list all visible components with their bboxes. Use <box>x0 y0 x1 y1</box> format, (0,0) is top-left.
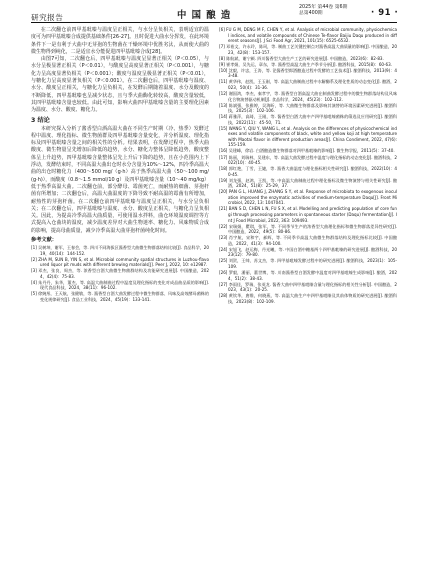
conclusion-paragraph: 本研究探入分析了酱香型白酒高温大曲在不同生产时期（冷、热季）发酵过程中温度、理化指标、微生物菌群及四甲基吡嗪含量变化，并分析温度、理化指标及四甲基吡嗪含量之间的相关性的分析。结果表明，在发酵过程中，热季大曲酸度、微生物量呈先增加后降低的趋势，水分、糖化力整体呈降低趋势，酸度整体呈上升趋势，四甲基吡嗪含量整体呈先上升后下降的趋势，且在小范围内上下浮动，发酵结束时，不同高温大曲出仓时水分含量为10%～12%，四冷季高温大曲的出仓时糖化力（400～500 mg/（g·h）高于热季高温大曲（50～100 mg/(g·h)），而酸度（0.8～1.5 mmol/10 g）及四甲基吡嗪含量（10～40 mg/kg）低于热季高温大曲。二次翻仓前，部分酵母、霉菌死亡，而耐热的细菌、芽孢杆菌有所增加；二次翻仓后，高温大曲温度的下降导致不耐高温的霉菌有所增加，耐热性的芽孢杆菌。在二次翻仓前四甲基吡嗪与温度呈正相关，与水分呈负相关；在二次翻仓后，四甲基吡嗪与温度、水分、酸度呈正相关，与糖化力呈负相关。因此，为提高冷季高温大曲质量，可使用温水拌料，曲仓环境温度调控等方式提高入仓曲块的温度，减少温度差异对大曲生物迷率、糖化力、风味物质合成的影响，提高母曲质量，减少冷季高温大曲芽孢杆菌纯化时间。 <box>31 125 209 234</box>
issue-info <box>299 5 347 17</box>
reference-item: [17] 陈丽，刘瑞林，吴建东，等. 高温大曲发酵过程中温度与理化指标的动态变化[J]. 酿酒科技，2022(10)：40-45. <box>219 154 397 166</box>
reference-item: [22] 宋瑞娟，瞿琪，张军，等. 不同季节生产的浓香型大曲理化指标和微生物群落差异性研究[J]. 中国酿造，2022，49(5)：80-86. <box>219 223 397 235</box>
reference-item: [27] 李雨佳，罗瑞，张英龙. 酱香大曲中四甲基吡嗪含量与理化指标的相关性分析[J]. 中国酿造，2023，43(1)：20-25. <box>219 281 397 293</box>
reference-item: [25] 刘贺，王帅，苏文杰，等. 四甲基吡嗪发酵过程中的研究进展[J]. 酿酒科技，2023(1)：105-109. <box>219 258 397 269</box>
reference-item: [26] 罗毅，潘丽，董世博，等. 川南酱香型白酒发酵中温度对四甲基吡嗪生成影响[J]. 酿酒，2024，51(2)：38-43. <box>219 269 397 281</box>
references-list-right <box>219 27 397 304</box>
reference-item: [2] ZHA M, SUN B, YIN S, et al. Microbial community spatial structures in Luzhou-flavoured liquor pit muds with different brewing materials[J]. Peer J, 2022, 10: e12987. <box>31 256 209 268</box>
header-divider <box>31 22 397 23</box>
reference-item: [23] 肖宇航，宋和宇，郝辉，等. 不同季节高温大曲微生物群落结构及理化指标比较[J]. 中国酿造，2022，41(3)：94-100. <box>219 235 397 246</box>
reference-item: [9] 崔孝娟，吴先运，章东，等. 酱香型高温大曲生产季节分析[J]. 酿酒科技，2015(8)：60-63. <box>219 61 393 67</box>
references-heading: 参考文献： <box>31 237 57 244</box>
reference-item: [11] 黄华伟，赵凯，王玉刚，等. 高温大曲制曲过程中水解酶系及理化性质的动态变化[J]. 酿酒，2023，50(4)：31-36. <box>219 79 397 90</box>
journal-name: 中 国 酿 造 <box>177 10 232 21</box>
issue-total: 总第400期 <box>299 11 323 17</box>
section-heading-conclusion: 3 结论 <box>31 116 50 124</box>
reference-item: [19] 刘龙强，赵鸿，王凯，等. 中高温大曲制曲过程中理化指标及微生物演替与相关性研究[J]. 酿酒，2024，51(8)：25-29，37. <box>219 177 397 189</box>
reference-item: [8] 陈航斌，谢宁颜. 四川酱香型大曲生产工艺的研究进展[J]. 中国酿造，2023(6)：82-83. <box>219 55 384 61</box>
reference-item: [10] 沈毅，许忠，王涛，等. 论酱香型郎酒酿造过程中发酵的工艺技术[J]. 酿酒科技，2013(9)：43-48. <box>219 67 397 79</box>
issue-volume: 2025年 第44卷 第6期 <box>299 5 348 10</box>
section-label: 研究报告 <box>31 13 64 22</box>
reference-item: [21] BAN S D, CHEN L N, FU S X, et al. Modelling and predicting population of core fungi through processing parameters in spontaneous starter (Daqu) fermentation[J]. Int J Food Microbiol, 2022, 363: 109493. <box>219 206 397 223</box>
body-paragraph-2: 由图7可知，二次翻仓后，四甲基吡嗪与温度呈显著正相关（P＜0.05），与水分呈极显著正相关（P＜0.01），与酸度呈高度显著正相关（P＜0.001），与糖化力呈高度显著负相关（P＜0.001）；酸度与温度呈极显著正相关（P＜0.01），与糖化力呈高度显著负相关（P＜0.001）。在二次翻仓后，四甲基吡嗪与温度、水分、酸度呈正相关，与糖化力呈负相关，在发酵后期随着温度、水分及酸度的不断降低，四甲基吡嗪也呈减少状态，且与季大曲酶化转较高，酸度含量较低，其四甲基吡嗪含量也较低。由此可知，影响大曲四甲基吡嗪含量的主要理化因素为温度、水分、酸度、糖化力。 <box>31 56 209 114</box>
reference-item: [1] 吴树坤，谢军，王春会，等. 四川不同海拔区酱香型大曲微生物群落结构比较[J]. 食品科学，2019，40(14)：144-152. <box>31 245 209 256</box>
left-column <box>31 27 209 303</box>
right-column <box>219 27 397 305</box>
reference-item: [15] WANG Y, QIU Y, WANG L, et al. Analysis on the differences of physicochemical indexes and volatile components of black, white and yellow koji at high temperature with Maotai flavor in different production areas[J]. China Condiment, 2022, 47(6): 155-159. <box>219 125 397 148</box>
references-list-left <box>31 245 209 302</box>
reference-item: [28] 黄钦华，唐维，何晓燕，等. 高温大曲生产中四甲基吡嗪及其前体物质的研究进展[J]. 酿酒科技，2023(8)：102-109. <box>219 293 397 304</box>
reference-item: [18] 郭红艳，丁雪，王婕，等. 酱香大曲温度与理化指标相关性研究[J]. 酿酒科技，2022(10)：40-45. <box>219 166 397 177</box>
reference-item: [7] 邓裕文，许永玲，陈珂，等. 制曲工艺关键控制点对酱香高温大曲质量的影响[J]. 中国酿造，2023，42(8)：153-157. <box>219 44 397 55</box>
reference-item: [24] 宋旭飞，赵运梅，丹光曦，等. 中国白酒中糖基两个四甲基吡嗪的研究进展[J]. 酿酒科技，2023(12)：79-80. <box>219 246 397 258</box>
reference-item: [3] 邓杰，张良，周杰，等. 浓香型白酒大曲微生物菌群结构及功能研究进展[J]. 中国酿造，2024，42(4)：75-83. <box>31 268 209 279</box>
reference-item: [4] 朱丹丹，朱华，董杰，等. 高温大曲制曲过程中温度及理化指标的变化对成品曲品质的影响[J]. 现代食品科技，2024，38(11)：96-102. <box>31 279 209 291</box>
reference-item: [20] PAN G L, HUANG J, ZHANG S Y, et al. Response of microbiota to exogenous inoculation improved the enzymatic activities of medium-temperature Daqu[J]. Front Microbiol, 2022, 13: 1047041. <box>219 189 397 206</box>
reference-item: [5] 徐婉彤，王天航，张健敏，等. 酱香型白酒大曲发酵过程中微生物群落、风味及高效酵母菌株的变化规律研究[J]. 食品工业科技，2024，45(19)：133-141. <box>31 291 209 302</box>
reference-item: [12] 谢国鸿，李杰，秦孝宇，等. 酱香型白酒高温大曲在制曲发酵过程中的微生物群落结构及风味化合物演替驱动机制[J]. 食品科学，2024，45(23)：102-112. <box>219 91 397 102</box>
reference-item: [6] FU G M, DENG M F, CHEN Y, et al. Analysis of microbial community, physiochemical indices, and volatile compounds of Chinese Te-flavor Baijiu Daqu produced in different seasons[J]. J Sci Food Agr, 2021, 101(15): 6525-6532. <box>219 27 397 44</box>
reference-item: [13] 陈斌强，张雅婷，吴海昕，等. 大曲微生物群落及影响其演替的环境因素研究进展[J]. 酿酒科技，2025(3)：102-106. <box>219 102 397 114</box>
page-number: · 91 · <box>371 8 399 18</box>
body-paragraph-1: 在二次翻仓前四甲基吡嗪与温度呈正相关，与水分呈负相关，表明适宜的温度可为四甲基吡嗪合成提供基础条件[26-27]。且时促进大曲水分挥发，在此环境条件下一是有利于大曲中无芽孢的生物菌在干燥环境中优胜劣汰，从而使大曲的微生物得到纯化，二是适宜水分能促进四甲基吡嗪合成[28]。 <box>31 27 209 55</box>
reference-item: [16] 吴建峰，徐岩. 白酒酿造微生物群落对四甲基吡嗪的影响[J]. 微生物学报，2011(5)：37-40. <box>219 148 395 154</box>
reference-item: [14] 蒋雅萍，高琦，王刚，等. 酱香型白酒大曲中产四甲基吡嗪菌株的筛选及应用研究[J]. 酿酒科技，2022(11)：45-50，71. <box>219 114 397 125</box>
